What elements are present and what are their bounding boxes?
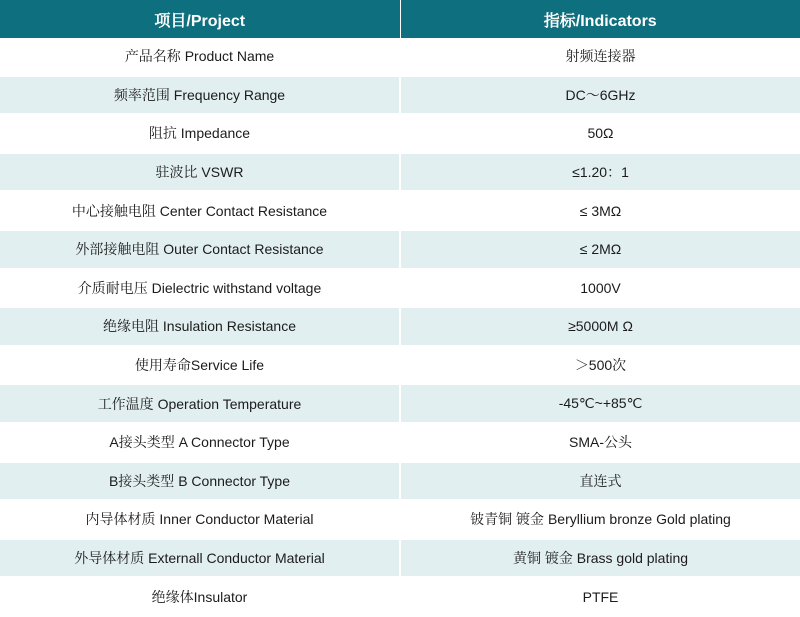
cell-project: B接头类型 B Connector Type [0, 462, 400, 501]
column-header-indicator: 指标/Indicators [400, 0, 800, 38]
table-row [0, 38, 800, 76]
cell-indicator: ≥5000M Ω [400, 307, 800, 346]
cell-project: 内导体材质 Inner Conductor Material [0, 500, 400, 539]
table-row [0, 269, 800, 308]
cell-indicator: ≤ 2MΩ [400, 230, 800, 269]
cell-project: 阻抗 Impedance [0, 114, 400, 153]
cell-project: A接头类型 A Connector Type [0, 423, 400, 462]
table-row [0, 307, 800, 346]
cell-project: 外导体材质 Externall Conductor Material [0, 539, 400, 578]
table-row [0, 577, 800, 616]
cell-project: 使用寿命Service Life [0, 346, 400, 385]
cell-indicator: 1000V [400, 269, 800, 308]
cell-project: 外部接触电阻 Outer Contact Resistance [0, 230, 400, 269]
column-header-project: 项目/Project [0, 0, 400, 38]
cell-project: 中心接触电阻 Center Contact Resistance [0, 191, 400, 230]
cell-indicator: 射频连接器 [400, 38, 800, 76]
table-header [0, 0, 800, 38]
cell-indicator: SMA-公头 [400, 423, 800, 462]
cell-indicator: 直连式 [400, 462, 800, 501]
table-header-row [0, 0, 800, 38]
cell-indicator: PTFE [400, 577, 800, 616]
table-row [0, 114, 800, 153]
cell-indicator: DC～6GHz [400, 76, 800, 115]
cell-indicator: 黄铜 镀金 Brass gold plating [400, 539, 800, 578]
cell-project: 介质耐电压 Dielectric withstand voltage [0, 269, 400, 308]
table-row [0, 384, 800, 423]
cell-project: 频率范围 Frequency Range [0, 76, 400, 115]
table-row [0, 346, 800, 385]
table-row [0, 230, 800, 269]
cell-indicator: 50Ω [400, 114, 800, 153]
table-row [0, 462, 800, 501]
cell-project: 工作温度 Operation Temperature [0, 384, 400, 423]
cell-indicator: -45℃~+85℃ [400, 384, 800, 423]
table-body [0, 38, 800, 616]
table-row [0, 153, 800, 192]
cell-project: 绝缘体Insulator [0, 577, 400, 616]
cell-indicator: ≤ 3MΩ [400, 191, 800, 230]
cell-indicator: 铍青铜 镀金 Beryllium bronze Gold plating [400, 500, 800, 539]
table-row [0, 76, 800, 115]
table-row [0, 539, 800, 578]
table-row [0, 423, 800, 462]
cell-project: 产品名称 Product Name [0, 38, 400, 76]
cell-indicator: ＞500次 [400, 346, 800, 385]
table-row [0, 191, 800, 230]
cell-project: 绝缘电阻 Insulation Resistance [0, 307, 400, 346]
cell-project: 驻波比 VSWR [0, 153, 400, 192]
table-row [0, 500, 800, 539]
cell-indicator: ≤1.20：1 [400, 153, 800, 192]
